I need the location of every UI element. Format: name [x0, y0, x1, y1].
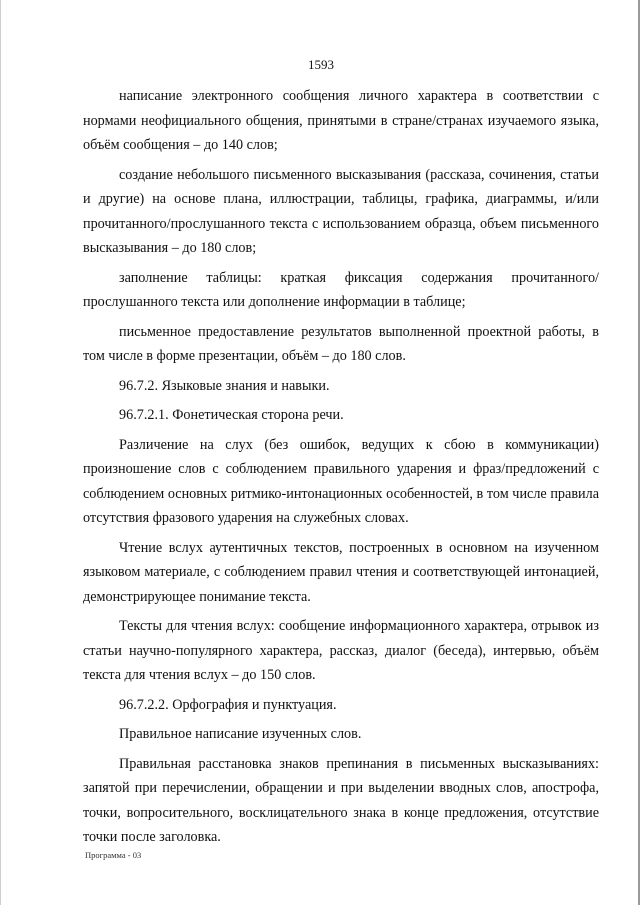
section-heading-phonetics: 96.7.2.1. Фонетическая сторона речи.: [119, 407, 344, 423]
page-footer: Программа - 03: [85, 850, 142, 860]
body-text: [83, 84, 599, 850]
paragraph-correct-spelling: Правильное написание изученных слов.: [119, 726, 362, 742]
paragraph-written-statement: создание небольшого письменного высказывания (рассказа, сочинения, статьи и другие) на основе плана, иллюстрации, таблицы, графика, диаграммы, и/или прочитанного/прослушанного текста с использованием образца, объем письменного высказывания – до 180 слов;: [83, 166, 599, 256]
page-number: 1593: [308, 57, 334, 72]
paragraph-texts-for-reading: Тексты для чтения вслух: сообщение информационного характера, отрывок из статьи научно-популярного характера, рассказ, диалог (беседа), интервью, объём текста для чтения вслух – до 150 слов.: [83, 618, 599, 683]
section-heading-orthography: 96.7.2.2. Орфография и пунктуация.: [119, 696, 337, 713]
paragraph-punctuation: Правильная расстановка знаков препинания в письменных высказываниях: запятой при перечислении, обращении и при выделении вводных слов, апострофа, точки, вопросительного, восклицательного знака в конце предложения, отсутствие точки после заголовка.: [83, 755, 599, 845]
paragraph-listening-discrimination: Различение на слух (без ошибок, ведущих к сбою в коммуникации) произношение слов с соблюдением правильного ударения и фраз/предложений с соблюдением основных ритмико-интонационных особенностей, в том числе правила отсутствия фразового ударения на служебных словах.: [83, 436, 599, 526]
paragraph-email-writing: написание электронного сообщения личного характера в соответствии с нормами неофициального общения, принятыми в стране/странах изучаемого языка, объём сообщения – до 140 слов;: [83, 88, 599, 153]
paragraph-table-filling: заполнение таблицы: краткая фиксация содержания прочитанного/ прослушанного текста или дополнение информации в таблице;: [83, 269, 599, 310]
section-heading-language-knowledge: 96.7.2. Языковые знания и навыки.: [119, 377, 330, 394]
paragraph-reading-aloud: Чтение вслух аутентичных текстов, построенных в основном на изученном языковом материале, с соблюдением правил чтения и соответствующей интонацией, демонстрирующее понимание текста.: [83, 539, 599, 605]
paragraph-project-results: письменное предоставление результатов выполненной проектной работы, в том числе в форме презентации, объём – до 180 слов.: [83, 323, 599, 364]
